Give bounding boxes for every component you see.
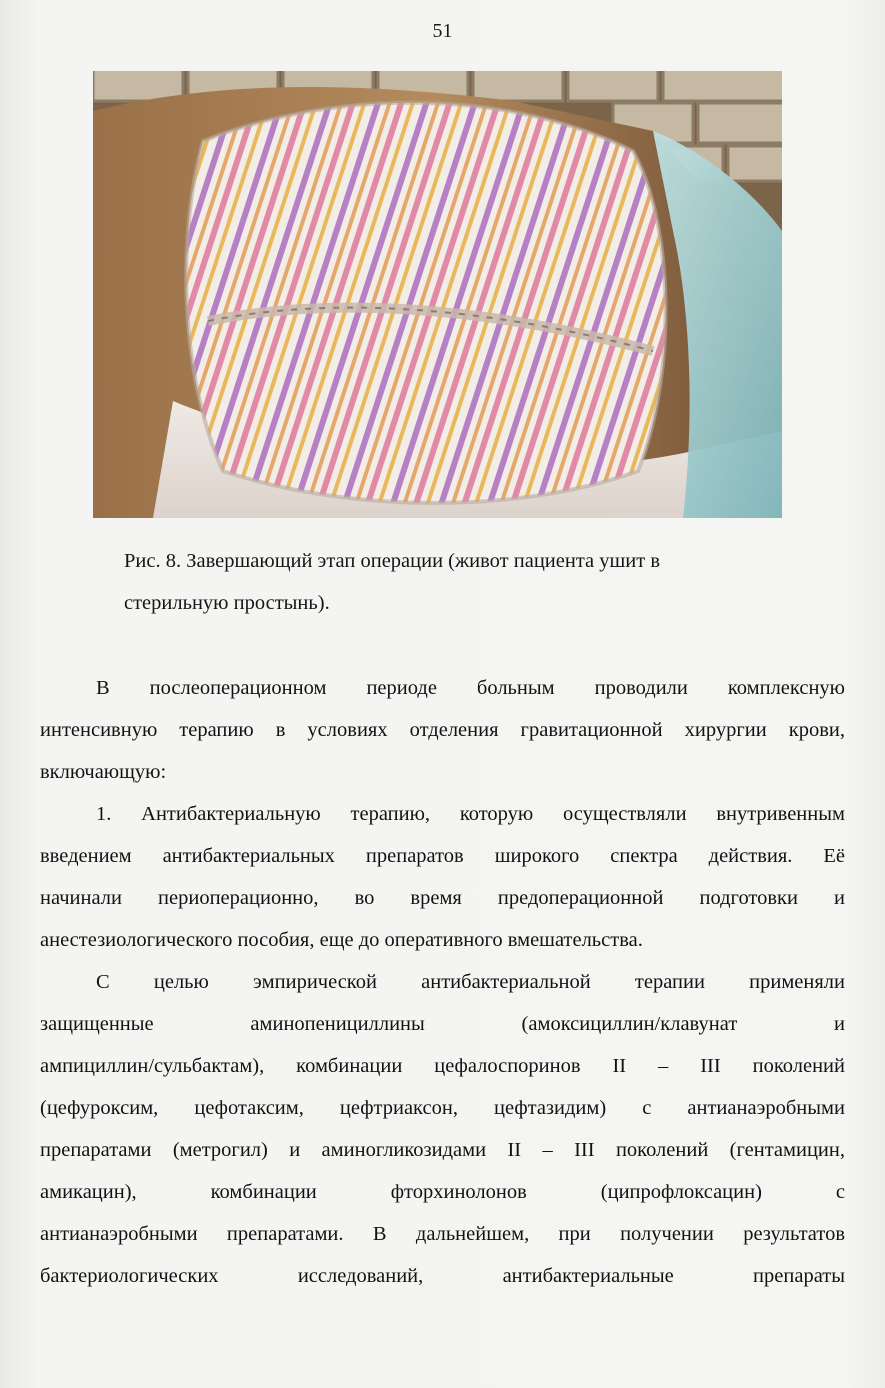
- text-line: введением антибактериальных препаратов широкого спектра действия. Её: [40, 845, 845, 867]
- body-text: [40, 667, 845, 1297]
- text-line: ампициллин/сульбактам), комбинации цефалоспоринов II – III поколений: [40, 1055, 845, 1077]
- figure-caption: [124, 540, 804, 624]
- page-number: 51: [432, 20, 453, 42]
- paragraph: [40, 961, 845, 1297]
- caption-line: Рис. 8. Завершающий этап операции (живот пациента ушит в: [124, 550, 661, 572]
- text-line: антианаэробными препаратами. В дальнейшем, при получении результатов: [40, 1223, 845, 1245]
- caption-line: стерильную простынь).: [124, 592, 330, 614]
- text-line: включающую:: [40, 761, 167, 783]
- text-line: препаратами (метрогил) и аминогликозидами II – III поколений (гентамицин,: [40, 1139, 845, 1161]
- text-line: бактериологических исследований, антибактериальные препараты: [40, 1265, 845, 1287]
- text-line: 1. Антибактериальную терапию, которую осуществляли внутривенным: [96, 803, 845, 825]
- text-line: (цефуроксим, цефотаксим, цефтриаксон, цефтазидим) с антианаэробными: [40, 1097, 845, 1119]
- text-line: защищенные аминопенициллины (амоксициллин/клавунат и: [40, 1013, 845, 1035]
- text-line: анестезиологического пособия, еще до оперативного вмешательства.: [40, 929, 643, 951]
- text-line: С целью эмпирической антибактериальной терапии применяли: [96, 971, 845, 993]
- text-line: амикацин), комбинации фторхинолонов (ципрофлоксацин) с: [40, 1181, 845, 1203]
- paragraph: [40, 793, 845, 961]
- paragraph: [40, 667, 845, 793]
- text-line: начинали периоперационно, во время предоперационной подготовки и: [40, 887, 845, 909]
- text-line: В послеоперационном периоде больным проводили комплексную: [96, 677, 845, 699]
- text-line: интенсивную терапию в условиях отделения гравитационной хирургии крови,: [40, 719, 845, 741]
- figure-photo: [93, 71, 782, 518]
